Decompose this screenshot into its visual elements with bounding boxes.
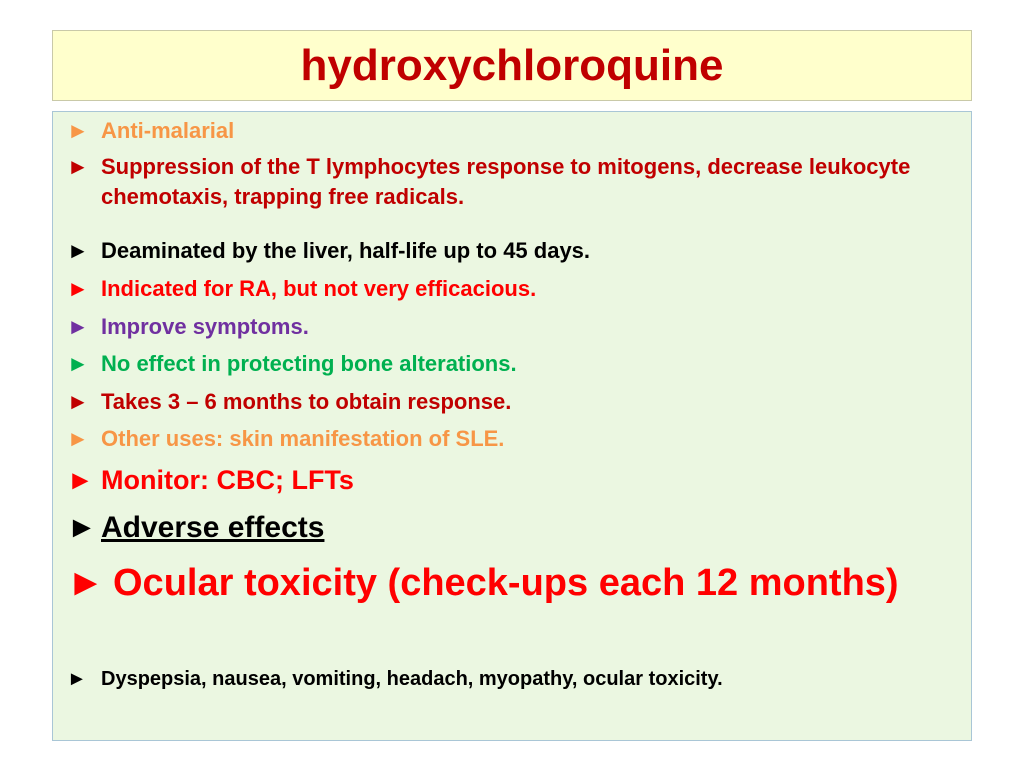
bullet-arrow-icon: ► bbox=[67, 314, 89, 339]
bullet-text: Adverse effects bbox=[101, 511, 325, 544]
bullet-text: Improve symptoms. bbox=[101, 314, 309, 339]
bullet-arrow-icon: ► bbox=[67, 562, 105, 604]
bullet-monitor bbox=[67, 462, 959, 498]
bullet-text: Anti-malarial bbox=[101, 118, 235, 143]
bullet-text: No effect in protecting bone alterations. bbox=[101, 351, 517, 376]
bullet-text: Other uses: skin manifestation of SLE. bbox=[101, 426, 505, 451]
bullet-text: Monitor: CBC; LFTs bbox=[101, 465, 354, 495]
bullet-text: Deaminated by the liver, half-life up to 45 days. bbox=[101, 238, 591, 263]
bullet-arrow-icon: ► bbox=[67, 154, 89, 179]
bullet-deaminated bbox=[67, 236, 959, 266]
bullet-text: Suppression of the T lymphocytes response to mitogens, decrease leukocyte chemotaxis, trapping free radicals. bbox=[101, 154, 911, 209]
bullet-takes-months bbox=[67, 387, 959, 417]
slide-title: hydroxychloroquine bbox=[300, 40, 724, 90]
bullet-text: Takes 3 – 6 months to obtain response. bbox=[101, 389, 512, 414]
bullet-ocular-toxicity bbox=[67, 560, 959, 606]
bullet-arrow-icon: ► bbox=[67, 511, 97, 544]
content-box bbox=[52, 111, 972, 741]
bullet-arrow-icon: ► bbox=[67, 668, 87, 690]
bullet-text: Ocular toxicity (check-ups each 12 months) bbox=[113, 562, 899, 604]
bullet-arrow-icon: ► bbox=[67, 389, 89, 414]
bullet-text: Dyspepsia, nausea, vomiting, headach, myopathy, ocular toxicity. bbox=[101, 668, 723, 690]
bullet-no-effect bbox=[67, 349, 959, 379]
bullet-arrow-icon: ► bbox=[67, 465, 94, 495]
bullet-improve-symptoms bbox=[67, 312, 959, 342]
title-box bbox=[52, 30, 972, 101]
bullet-arrow-icon: ► bbox=[67, 118, 89, 143]
bullet-arrow-icon: ► bbox=[67, 351, 89, 376]
bullet-anti-malarial bbox=[67, 116, 959, 146]
bullet-indicated-ra bbox=[67, 274, 959, 304]
bullet-dyspepsia bbox=[67, 665, 959, 693]
bullet-arrow-icon: ► bbox=[67, 426, 89, 451]
bullet-arrow-icon: ► bbox=[67, 276, 89, 301]
bullet-other-uses bbox=[67, 424, 959, 454]
bullet-adverse-effects bbox=[67, 508, 959, 548]
bullet-text: Indicated for RA, but not very efficacious. bbox=[101, 276, 537, 301]
bullet-arrow-icon: ► bbox=[67, 238, 89, 263]
bullet-suppression bbox=[67, 152, 959, 212]
